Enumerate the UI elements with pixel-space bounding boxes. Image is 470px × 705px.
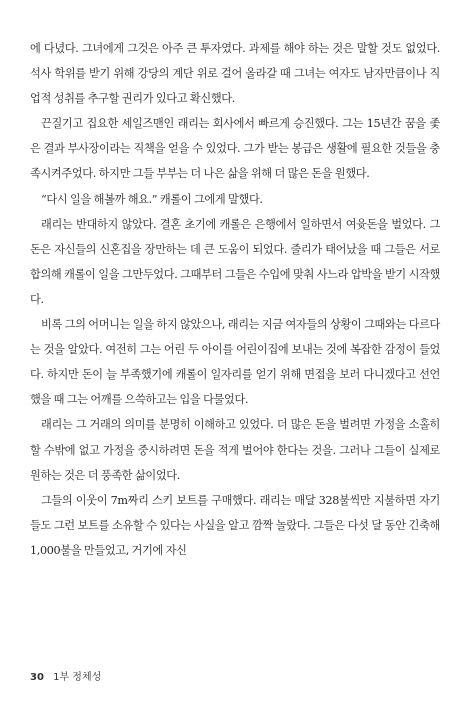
- section-title: 1부 정체성: [53, 672, 102, 683]
- body-text: [30, 36, 440, 563]
- paragraph-2: 끈질기고 집요한 세일즈맨인 래리는 회사에서 빠르게 승진했다. 그는 15년간 꿈을 좇은 결과 부사장이라는 직책을 얻을 수 있었다. 그가 받는 봉급은 생활에 필요한 것들을 충족시켜주었다. 하지만 그들 부부는 더 나은 삶을 위해 더 많은 돈을 원했다.: [30, 117, 440, 181]
- paragraph-5: 비록 그의 어머니는 일을 하지 않았으나, 래리는 지금 여자들의 상황이 그때와는 다르다는 것을 알았다. 여전히 그는 어린 두 아이를 어린이집에 보내는 것에 복잡한 감정이 들었다. 하지만 돈이 늘 부족했기에 캐롤이 일자리를 얻기 위해 면접을 보러 다니겠다고 선언했을 때 그는 어깨를 으쓱하고는 입을 다물었다.: [30, 318, 440, 407]
- paragraph-4: 래리는 반대하지 않았다. 결혼 초기에 캐롤은 은행에서 일하면서 여윳돈을 벌었다. 그 돈은 자신들의 신혼집을 장만하는 데 큰 도움이 되었다. 줄리가 태어났을 때 그들은 서로 합의해 캐롤이 일을 그만두었다. 그때부터 그들은 수입에 맞춰 사느라 압박을 받기 시작했다.: [30, 217, 440, 306]
- page-number: 30: [30, 672, 44, 683]
- paragraph-7: 그들의 이웃이 7m짜리 스키 보트를 구매했다. 래리는 매달 328불씩만 지불하면 자기들도 그런 보트를 소유할 수 있다는 사실을 알고 깜짝 놀랐다. 그들은 다섯 달 동안 긴축해 1,000불을 만들었고, 거기에 자신: [30, 493, 440, 557]
- paragraph-1: 에 다녔다. 그녀에게 그것은 아주 큰 투자였다. 과제를 해야 하는 것은 말할 것도 없었다. 석사 학위를 받기 위해 강당의 계단 위로 걸어 올라갈 때 그녀는 여자도 남자만큼이나 직업적 성취를 추구할 권리가 있다고 확신했다.: [30, 42, 440, 106]
- paragraph-6: 래리는 그 거래의 의미를 분명히 이해하고 있었다. 더 많은 돈을 벌려면 가정을 소홀히 할 수밖에 없고 가정을 중시하려면 돈을 적게 벌어야 한다는 것을. 그러나 그들이 실제로 원하는 것은 더 풍족한 삶이었다.: [30, 418, 440, 482]
- paragraph-3: “다시 일을 해볼까 해요.” 캐롤이 그에게 말했다.: [41, 192, 263, 206]
- page-footer: [30, 668, 101, 683]
